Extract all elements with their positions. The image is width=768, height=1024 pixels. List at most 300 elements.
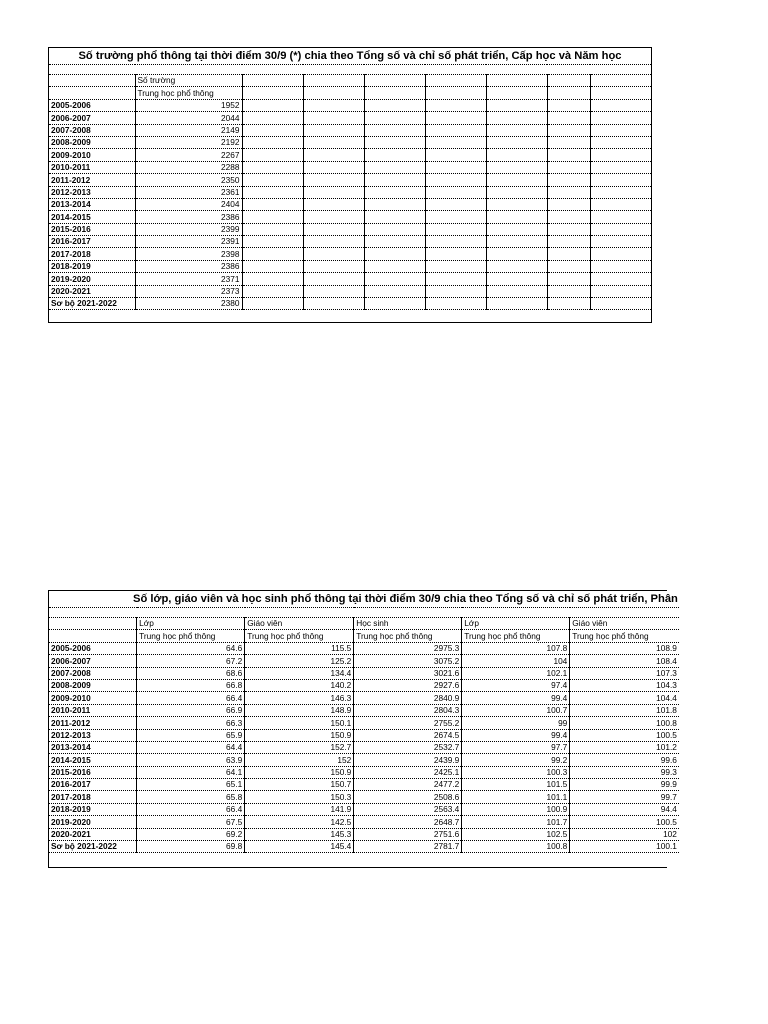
value-cell [425,99,486,111]
value-cell [364,236,425,248]
value-cell [303,124,364,136]
value-cell [486,99,547,111]
value-cell: 66.3 [137,717,245,729]
value-cell: 64.4 [137,741,245,753]
value-cell [590,99,651,111]
value-cell [425,112,486,124]
table-row [49,754,679,766]
value-cell: 2751.6 [354,828,462,840]
value-cell: 100.9 [462,803,570,815]
value-cell [303,136,364,148]
value-cell: 2371 [135,273,242,285]
table-row [49,186,651,198]
value-cell: 64.1 [137,766,245,778]
year-cell: 2014-2015 [49,754,137,766]
year-cell: Sơ bộ 2021-2022 [49,841,137,853]
value-cell: 145.3 [245,828,354,840]
value-cell [486,124,547,136]
value-cell [364,124,425,136]
value-cell: 3075.2 [354,655,462,667]
empty-cell [354,608,462,618]
value-cell [303,298,364,310]
column-header [242,87,303,99]
value-cell: 2288 [135,161,242,173]
value-cell [303,174,364,186]
year-cell: 2015-2016 [49,223,135,235]
empty-cell [245,608,354,618]
empty-cell [135,65,242,75]
value-cell [486,198,547,210]
year-cell: 2018-2019 [49,260,135,272]
value-cell [486,298,547,310]
value-cell: 67.5 [137,816,245,828]
value-cell [425,198,486,210]
value-cell [303,186,364,198]
value-cell: 2399 [135,223,242,235]
table-row [49,766,679,778]
value-cell: 115.5 [245,642,354,654]
value-cell: 66.4 [137,803,245,815]
year-cell: Sơ bộ 2021-2022 [49,298,135,310]
table-row [49,161,651,173]
column-header [303,75,364,87]
value-cell: 101.7 [462,816,570,828]
year-cell: 2020-2021 [49,828,137,840]
empty-cell [49,65,135,75]
value-cell: 107.3 [570,667,679,679]
value-cell: 2781.7 [354,841,462,853]
year-cell: 2014-2015 [49,211,135,223]
year-cell: 2012-2013 [49,729,137,741]
year-cell: 2016-2017 [49,236,135,248]
year-cell: 2005-2006 [49,99,135,111]
value-cell: 150.9 [245,766,354,778]
table-row [49,642,679,654]
column-header: Lớp [137,618,245,630]
value-cell [364,99,425,111]
value-cell: 99.4 [462,729,570,741]
value-cell: 108.4 [570,655,679,667]
table-row [49,273,651,285]
value-cell [303,99,364,111]
value-cell [425,223,486,235]
table-row [49,717,679,729]
value-cell [425,273,486,285]
value-cell: 1952 [135,99,242,111]
value-cell: 152.7 [245,741,354,753]
value-cell [547,136,590,148]
value-cell [364,149,425,161]
value-cell [590,198,651,210]
school-count-table [49,48,651,310]
table-row [49,236,651,248]
value-cell [486,273,547,285]
value-cell [486,248,547,260]
value-cell: 101.5 [462,779,570,791]
value-cell [486,186,547,198]
sheet-table-school-count [48,47,652,323]
table-row [49,223,651,235]
value-cell [364,198,425,210]
value-cell [242,136,303,148]
value-cell [486,211,547,223]
value-cell [364,248,425,260]
value-cell: 94.4 [570,803,679,815]
value-cell [303,248,364,260]
value-cell: 97.4 [462,679,570,691]
value-cell: 2563.4 [354,803,462,815]
table-row [49,211,651,223]
table-row [49,149,651,161]
class-teacher-student-table [49,591,679,853]
value-cell: 99.6 [570,754,679,766]
value-cell [547,273,590,285]
table-row [49,779,679,791]
value-cell: 148.9 [245,704,354,716]
table-row [49,841,679,853]
table-row [49,741,679,753]
value-cell: 125.2 [245,655,354,667]
column-header [242,75,303,87]
value-cell [590,248,651,260]
year-cell: 2009-2010 [49,692,137,704]
value-cell [242,298,303,310]
value-cell [486,236,547,248]
value-cell: 2350 [135,174,242,186]
year-cell: 2016-2017 [49,779,137,791]
value-cell: 2804.3 [354,704,462,716]
value-cell: 134.4 [245,667,354,679]
value-cell [590,260,651,272]
value-cell: 99 [462,717,570,729]
column-header: Trung học phổ thông [462,630,570,642]
value-cell [425,285,486,297]
value-cell [242,248,303,260]
year-cell: 2020-2021 [49,285,135,297]
value-cell: 150.9 [245,729,354,741]
value-cell [486,285,547,297]
value-cell: 3021.6 [354,667,462,679]
value-cell [425,174,486,186]
value-cell: 66.8 [137,679,245,691]
table-row [49,298,651,310]
value-cell [242,285,303,297]
value-cell: 102.5 [462,828,570,840]
value-cell [364,260,425,272]
empty-cell [364,65,425,75]
value-cell [590,174,651,186]
value-cell: 99.9 [570,779,679,791]
value-cell: 101.2 [570,741,679,753]
value-cell [425,136,486,148]
empty-cell [137,608,245,618]
value-cell: 2398 [135,248,242,260]
year-cell: 2019-2020 [49,273,135,285]
year-cell: 2019-2020 [49,816,137,828]
value-cell [547,174,590,186]
value-cell [425,248,486,260]
empty-cell [570,608,679,618]
value-cell: 69.2 [137,828,245,840]
table-row [49,667,679,679]
column-header: Học sinh [354,618,462,630]
value-cell [547,99,590,111]
table-row [49,124,651,136]
value-cell: 2044 [135,112,242,124]
value-cell: 107.8 [462,642,570,654]
value-cell [242,236,303,248]
value-cell: 65.8 [137,791,245,803]
value-cell: 101.8 [570,704,679,716]
year-cell: 2006-2007 [49,112,135,124]
value-cell [242,186,303,198]
value-cell: 146.3 [245,692,354,704]
value-cell: 102 [570,828,679,840]
empty-cell [547,65,590,75]
column-header: Giáo viên [245,618,354,630]
value-cell [425,236,486,248]
value-cell [590,236,651,248]
year-cell: 2017-2018 [49,791,137,803]
value-cell [364,186,425,198]
value-cell [486,223,547,235]
value-cell: 2391 [135,236,242,248]
column-header [364,87,425,99]
sheet-table-class-teacher-student [48,590,678,868]
table-row [49,803,679,815]
value-cell: 100.3 [462,766,570,778]
year-cell: 2012-2013 [49,186,135,198]
value-cell: 150.3 [245,791,354,803]
value-cell [242,211,303,223]
value-cell [303,149,364,161]
column-header: Trung học phổ thông [245,630,354,642]
value-cell [425,260,486,272]
value-cell [303,211,364,223]
value-cell [364,112,425,124]
value-cell: 66.4 [137,692,245,704]
value-cell [303,285,364,297]
value-cell [242,124,303,136]
value-cell: 2508.6 [354,791,462,803]
value-cell: 145.4 [245,841,354,853]
value-cell: 99.4 [462,692,570,704]
title-row [49,591,679,608]
value-cell: 102.1 [462,667,570,679]
column-header [303,87,364,99]
value-cell [547,124,590,136]
value-cell [590,211,651,223]
value-cell: 63.9 [137,754,245,766]
blank-row [49,65,651,75]
table-row [49,655,679,667]
header-row [49,75,651,87]
column-header: Số trường [135,75,242,87]
year-cell: 2007-2008 [49,124,135,136]
table-row [49,174,651,186]
year-cell: 2006-2007 [49,655,137,667]
value-cell: 2648.7 [354,816,462,828]
empty-cell [462,608,570,618]
value-cell [590,273,651,285]
year-cell: 2007-2008 [49,667,137,679]
value-cell [303,161,364,173]
value-cell: 99.7 [570,791,679,803]
value-cell: 2192 [135,136,242,148]
empty-cell [590,65,651,75]
table-row [49,828,679,840]
value-cell: 2380 [135,298,242,310]
value-cell [425,211,486,223]
value-cell [425,186,486,198]
year-cell: 2008-2009 [49,136,135,148]
value-cell [364,161,425,173]
value-cell [547,260,590,272]
value-cell [486,161,547,173]
title-row [49,48,651,65]
value-cell: 64.6 [137,642,245,654]
value-cell: 2532.7 [354,741,462,753]
year-cell: 2011-2012 [49,174,135,186]
value-cell [364,273,425,285]
value-cell: 104.3 [570,679,679,691]
value-cell: 100.5 [570,816,679,828]
value-cell: 69.8 [137,841,245,853]
value-cell: 2439.9 [354,754,462,766]
value-cell [590,136,651,148]
value-cell: 2755.2 [354,717,462,729]
value-cell: 141.9 [245,803,354,815]
value-cell: 140.2 [245,679,354,691]
value-cell [590,223,651,235]
value-cell: 2477.2 [354,779,462,791]
column-header [364,75,425,87]
column-header: Giáo viên [570,618,679,630]
empty-cell [49,75,135,87]
value-cell: 67.2 [137,655,245,667]
year-cell: 2017-2018 [49,248,135,260]
value-cell [590,124,651,136]
value-cell: 68.6 [137,667,245,679]
empty-cell [425,65,486,75]
value-cell [547,236,590,248]
year-cell: 2008-2009 [49,679,137,691]
header-row [49,630,679,642]
column-header: Trung học phổ thông [135,87,242,99]
value-cell: 2404 [135,198,242,210]
year-cell: 2005-2006 [49,642,137,654]
value-cell: 150.1 [245,717,354,729]
value-cell [425,149,486,161]
year-cell: 2015-2016 [49,766,137,778]
table-row [49,791,679,803]
column-header: Trung học phổ thông [354,630,462,642]
table-row [49,285,651,297]
value-cell [242,223,303,235]
value-cell [303,223,364,235]
value-cell [425,298,486,310]
column-header: Trung học phổ thông [137,630,245,642]
value-cell: 104 [462,655,570,667]
year-cell: 2013-2014 [49,741,137,753]
table-row [49,692,679,704]
empty-cell [303,65,364,75]
table-title: Số trường phổ thông tại thời điểm 30/9 (*) chia theo Tổng số và chỉ số phát triển, Cấp học và Năm học [49,48,651,65]
value-cell [242,149,303,161]
value-cell [486,260,547,272]
year-cell: 2011-2012 [49,717,137,729]
column-header [425,75,486,87]
column-header [590,87,651,99]
value-cell [486,149,547,161]
value-cell [590,285,651,297]
column-header: Trung học phổ thông [570,630,679,642]
value-cell [242,198,303,210]
value-cell: 2674.5 [354,729,462,741]
column-header [486,75,547,87]
empty-cell [49,630,137,642]
table-row [49,99,651,111]
value-cell [547,186,590,198]
value-cell [590,112,651,124]
column-header [425,87,486,99]
value-cell [242,161,303,173]
value-cell [547,211,590,223]
value-cell [547,285,590,297]
value-cell [547,298,590,310]
value-cell: 100.5 [570,729,679,741]
empty-cell [49,618,137,630]
header-row [49,87,651,99]
value-cell: 66.9 [137,704,245,716]
value-cell [547,161,590,173]
table-row [49,729,679,741]
value-cell: 100.8 [570,717,679,729]
value-cell [547,223,590,235]
value-cell: 100.7 [462,704,570,716]
empty-cell [49,608,137,618]
value-cell [590,161,651,173]
value-cell [303,198,364,210]
value-cell [590,298,651,310]
value-cell: 2975.3 [354,642,462,654]
value-cell [590,149,651,161]
value-cell [364,211,425,223]
value-cell: 100.8 [462,841,570,853]
table-row [49,816,679,828]
value-cell [303,260,364,272]
table-title: Số lớp, giáo viên và học sinh phổ thông tại thời điểm 30/9 chia theo Tổng số và chỉ số phát triển, Phân [49,591,679,608]
value-cell: 2386 [135,260,242,272]
value-cell: 2373 [135,285,242,297]
table-row [49,679,679,691]
value-cell [242,260,303,272]
column-header [547,87,590,99]
value-cell: 142.5 [245,816,354,828]
column-header: Lớp [462,618,570,630]
value-cell: 2927.6 [354,679,462,691]
value-cell [364,285,425,297]
value-cell [242,174,303,186]
value-cell: 2361 [135,186,242,198]
year-cell: 2013-2014 [49,198,135,210]
value-cell [242,112,303,124]
value-cell [303,236,364,248]
table-row [49,198,651,210]
value-cell: 100.1 [570,841,679,853]
value-cell [364,174,425,186]
value-cell [590,186,651,198]
